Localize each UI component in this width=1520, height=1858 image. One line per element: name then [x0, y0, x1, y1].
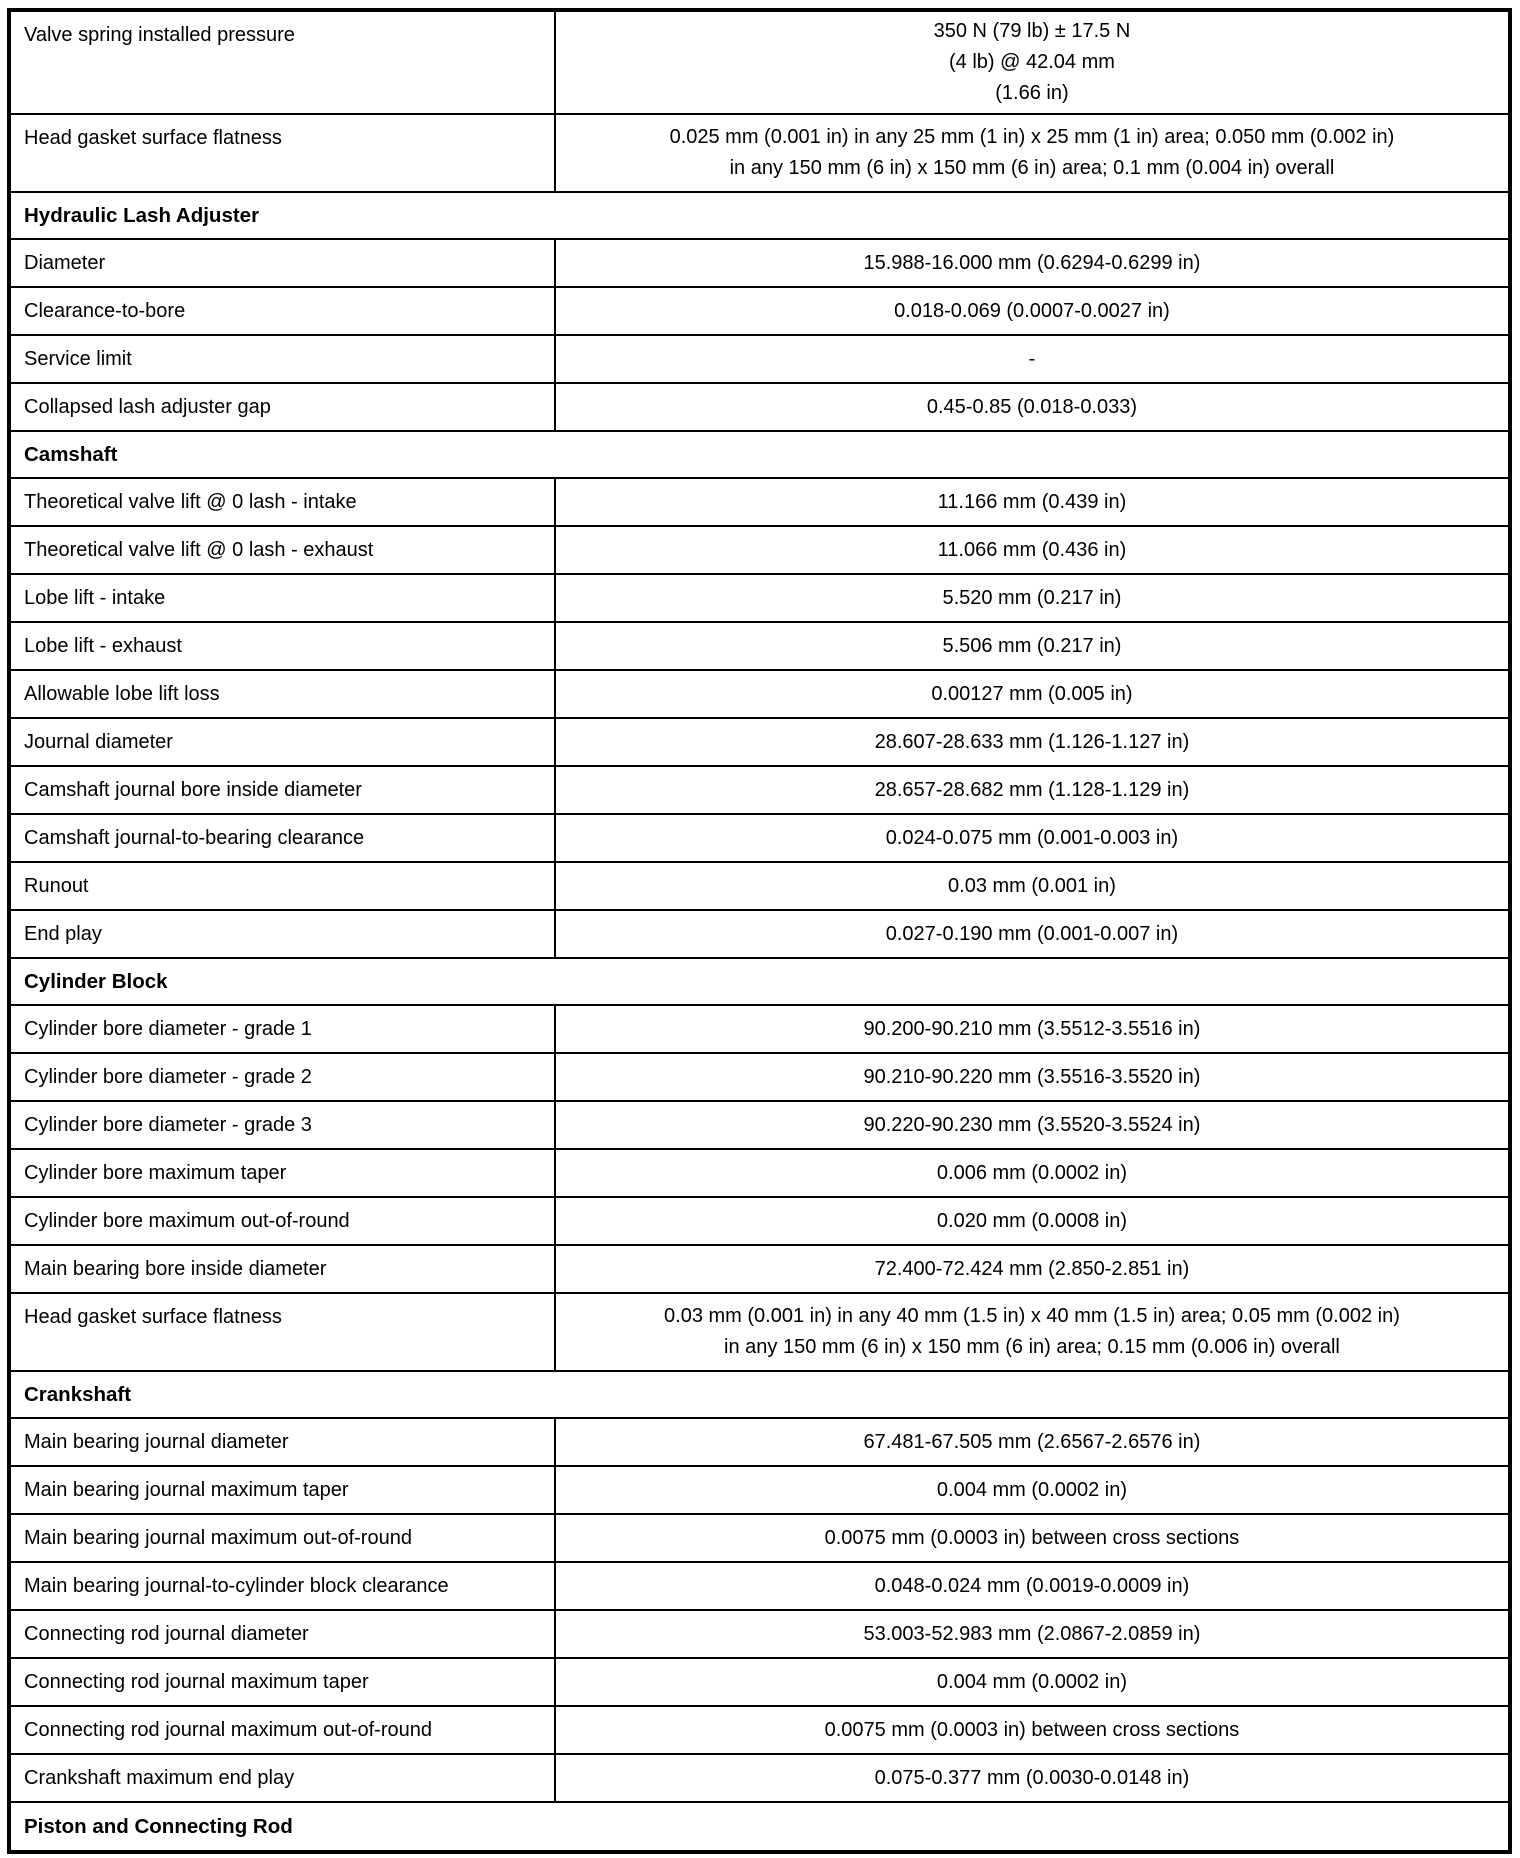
spec-value-line: 350 N (79 lb) ± 17.5 N: [933, 20, 1131, 42]
spec-row: [11, 1246, 1508, 1294]
spec-label: Main bearing bore inside diameter: [11, 1246, 556, 1292]
spec-label: Allowable lobe lift loss: [11, 671, 556, 717]
spec-row: [11, 815, 1508, 863]
spec-row: [11, 1707, 1508, 1755]
spec-value: [556, 815, 1508, 861]
section-title: Hydraulic Lash Adjuster: [24, 203, 260, 227]
spec-value: [556, 1006, 1508, 1052]
spec-value: [556, 1102, 1508, 1148]
spec-value-line: 72.400-72.424 mm (2.850-2.851 in): [874, 1257, 1190, 1280]
spec-value-line: 90.220-90.230 mm (3.5520-3.5524 in): [863, 1113, 1201, 1136]
spec-value-line: 0.018-0.069 (0.0007-0.0027 in): [894, 299, 1170, 322]
spec-row: [11, 288, 1508, 336]
spec-label: Clearance-to-bore: [11, 288, 556, 334]
spec-row: [11, 1755, 1508, 1803]
spec-value-line: 0.075-0.377 mm (0.0030-0.0148 in): [874, 1766, 1190, 1789]
spec-value: [556, 575, 1508, 621]
spec-row: [11, 1054, 1508, 1102]
section-header-row: [11, 1372, 1508, 1419]
section-header-row: [11, 959, 1508, 1006]
spec-value: [556, 384, 1508, 430]
spec-label: Cylinder bore maximum taper: [11, 1150, 556, 1196]
spec-value: [556, 115, 1508, 191]
spec-row: [11, 623, 1508, 671]
spec-label: Valve spring installed pressure: [11, 12, 556, 113]
spec-value-line: 53.003-52.983 mm (2.0867-2.0859 in): [863, 1622, 1201, 1645]
spec-value-line: 0.048-0.024 mm (0.0019-0.0009 in): [874, 1574, 1190, 1597]
spec-value-line: 0.00127 mm (0.005 in): [931, 682, 1133, 705]
spec-row: [11, 911, 1508, 959]
spec-label: Cylinder bore diameter - grade 3: [11, 1102, 556, 1148]
spec-row: [11, 336, 1508, 384]
spec-value-line: 5.506 mm (0.217 in): [942, 634, 1122, 657]
spec-value: [556, 527, 1508, 573]
spec-value-line: 11.066 mm (0.436 in): [937, 538, 1127, 561]
spec-label: Camshaft journal-to-bearing clearance: [11, 815, 556, 861]
spec-label: Lobe lift - intake: [11, 575, 556, 621]
section-title: Camshaft: [24, 442, 118, 466]
spec-label: Runout: [11, 863, 556, 909]
spec-label: End play: [11, 911, 556, 957]
spec-row: [11, 1102, 1508, 1150]
spec-value: [556, 1755, 1508, 1801]
spec-value-line: (4 lb) @ 42.04 mm: [948, 51, 1115, 73]
spec-value: [556, 1611, 1508, 1657]
spec-value-line: 0.45-0.85 (0.018-0.033): [926, 395, 1138, 418]
spec-row: [11, 479, 1508, 527]
spec-value-line: 0.006 mm (0.0002 in): [936, 1161, 1127, 1184]
spec-value: [556, 1419, 1508, 1465]
spec-label: Camshaft journal bore inside diameter: [11, 767, 556, 813]
spec-value-line: 0.0075 mm (0.0003 in) between cross sections: [824, 1526, 1240, 1549]
spec-row: [11, 1467, 1508, 1515]
spec-label: Connecting rod journal maximum out-of-round: [11, 1707, 556, 1753]
spec-value: [556, 1150, 1508, 1196]
spec-value-line: 0.025 mm (0.001 in) in any 25 mm (1 in) x 25 mm (1 in) area; 0.050 mm (0.002 in): [669, 126, 1395, 148]
spec-value: [556, 911, 1508, 957]
spec-value-line: 0.03 mm (0.001 in) in any 40 mm (1.5 in) x 40 mm (1.5 in) area; 0.05 mm (0.002 in): [664, 1305, 1400, 1327]
spec-row: [11, 719, 1508, 767]
spec-value-line: 28.607-28.633 mm (1.126-1.127 in): [874, 730, 1190, 753]
spec-row: [11, 384, 1508, 432]
spec-row: [11, 1150, 1508, 1198]
spec-row: [11, 1006, 1508, 1054]
spec-value-line: 28.657-28.682 mm (1.128-1.129 in): [874, 778, 1190, 801]
spec-value: [556, 623, 1508, 669]
spec-value-line: (1.66 in): [995, 82, 1069, 104]
spec-value-line: 67.481-67.505 mm (2.6567-2.6576 in): [863, 1430, 1201, 1453]
spec-value: [556, 1246, 1508, 1292]
spec-value: [556, 479, 1508, 525]
spec-label: Lobe lift - exhaust: [11, 623, 556, 669]
spec-row: [11, 671, 1508, 719]
spec-value: [556, 1707, 1508, 1753]
spec-label: Theoretical valve lift @ 0 lash - exhaust: [11, 527, 556, 573]
spec-value: [556, 1198, 1508, 1244]
spec-label: Theoretical valve lift @ 0 lash - intake: [11, 479, 556, 525]
spec-row: [11, 1198, 1508, 1246]
spec-value-line: 0.027-0.190 mm (0.001-0.007 in): [885, 922, 1179, 945]
spec-value: [556, 1467, 1508, 1513]
spec-value-line: 11.166 mm (0.439 in): [937, 490, 1127, 513]
section-header-row: [11, 1803, 1508, 1850]
spec-label: Main bearing journal diameter: [11, 1419, 556, 1465]
spec-label: Crankshaft maximum end play: [11, 1755, 556, 1801]
spec-value: [556, 1659, 1508, 1705]
spec-row: [11, 1659, 1508, 1707]
spec-value: [556, 1294, 1508, 1370]
spec-table: [7, 8, 1512, 1854]
section-header-row: [11, 193, 1508, 240]
spec-value-line: -: [1028, 347, 1036, 370]
spec-value: [556, 288, 1508, 334]
spec-row: [11, 240, 1508, 288]
spec-value-line: 0.004 mm (0.0002 in): [936, 1670, 1127, 1693]
spec-row: [11, 12, 1508, 115]
spec-row: [11, 1419, 1508, 1467]
spec-value-line: 90.200-90.210 mm (3.5512-3.5516 in): [863, 1017, 1201, 1040]
spec-row: [11, 115, 1508, 193]
spec-row: [11, 1515, 1508, 1563]
spec-value: [556, 240, 1508, 286]
spec-value: [556, 1515, 1508, 1561]
spec-label: Head gasket surface flatness: [11, 1294, 556, 1370]
spec-label: Cylinder bore diameter - grade 1: [11, 1006, 556, 1052]
spec-row: [11, 1294, 1508, 1372]
spec-label: Main bearing journal maximum taper: [11, 1467, 556, 1513]
spec-value: [556, 863, 1508, 909]
spec-value-line: 0.004 mm (0.0002 in): [936, 1478, 1127, 1501]
spec-row: [11, 1563, 1508, 1611]
spec-value-line: 0.024-0.075 mm (0.001-0.003 in): [885, 826, 1179, 849]
spec-label: Head gasket surface flatness: [11, 115, 556, 191]
spec-label: Journal diameter: [11, 719, 556, 765]
spec-value-line: 90.210-90.220 mm (3.5516-3.5520 in): [863, 1065, 1201, 1088]
spec-label: Connecting rod journal maximum taper: [11, 1659, 556, 1705]
spec-value-line: 15.988-16.000 mm (0.6294-0.6299 in): [863, 251, 1201, 274]
spec-value: [556, 767, 1508, 813]
spec-label: Diameter: [11, 240, 556, 286]
section-title: Piston and Connecting Rod: [24, 1814, 293, 1838]
spec-value-line: 5.520 mm (0.217 in): [942, 586, 1122, 609]
spec-value: [556, 1563, 1508, 1609]
spec-row: [11, 767, 1508, 815]
spec-value: [556, 12, 1508, 113]
spec-row: [11, 1611, 1508, 1659]
spec-row: [11, 575, 1508, 623]
spec-row: [11, 527, 1508, 575]
spec-value-line: in any 150 mm (6 in) x 150 mm (6 in) area; 0.1 mm (0.004 in) overall: [729, 157, 1335, 179]
spec-value-line: 0.020 mm (0.0008 in): [936, 1209, 1127, 1232]
spec-value-line: in any 150 mm (6 in) x 150 mm (6 in) area; 0.15 mm (0.006 in) overall: [724, 1336, 1340, 1358]
spec-value: [556, 719, 1508, 765]
spec-value: [556, 671, 1508, 717]
spec-label: Connecting rod journal diameter: [11, 1611, 556, 1657]
spec-row: [11, 863, 1508, 911]
section-title: Cylinder Block: [24, 969, 168, 993]
spec-label: Cylinder bore diameter - grade 2: [11, 1054, 556, 1100]
spec-label: Service limit: [11, 336, 556, 382]
section-title: Crankshaft: [24, 1382, 132, 1406]
spec-value: [556, 1054, 1508, 1100]
spec-value-line: 0.0075 mm (0.0003 in) between cross sections: [824, 1718, 1240, 1741]
spec-label: Collapsed lash adjuster gap: [11, 384, 556, 430]
spec-value-line: 0.03 mm (0.001 in): [948, 874, 1116, 897]
spec-label: Cylinder bore maximum out-of-round: [11, 1198, 556, 1244]
spec-label: Main bearing journal-to-cylinder block clearance: [11, 1563, 556, 1609]
spec-value: [556, 336, 1508, 382]
section-header-row: [11, 432, 1508, 479]
spec-label: Main bearing journal maximum out-of-round: [11, 1515, 556, 1561]
